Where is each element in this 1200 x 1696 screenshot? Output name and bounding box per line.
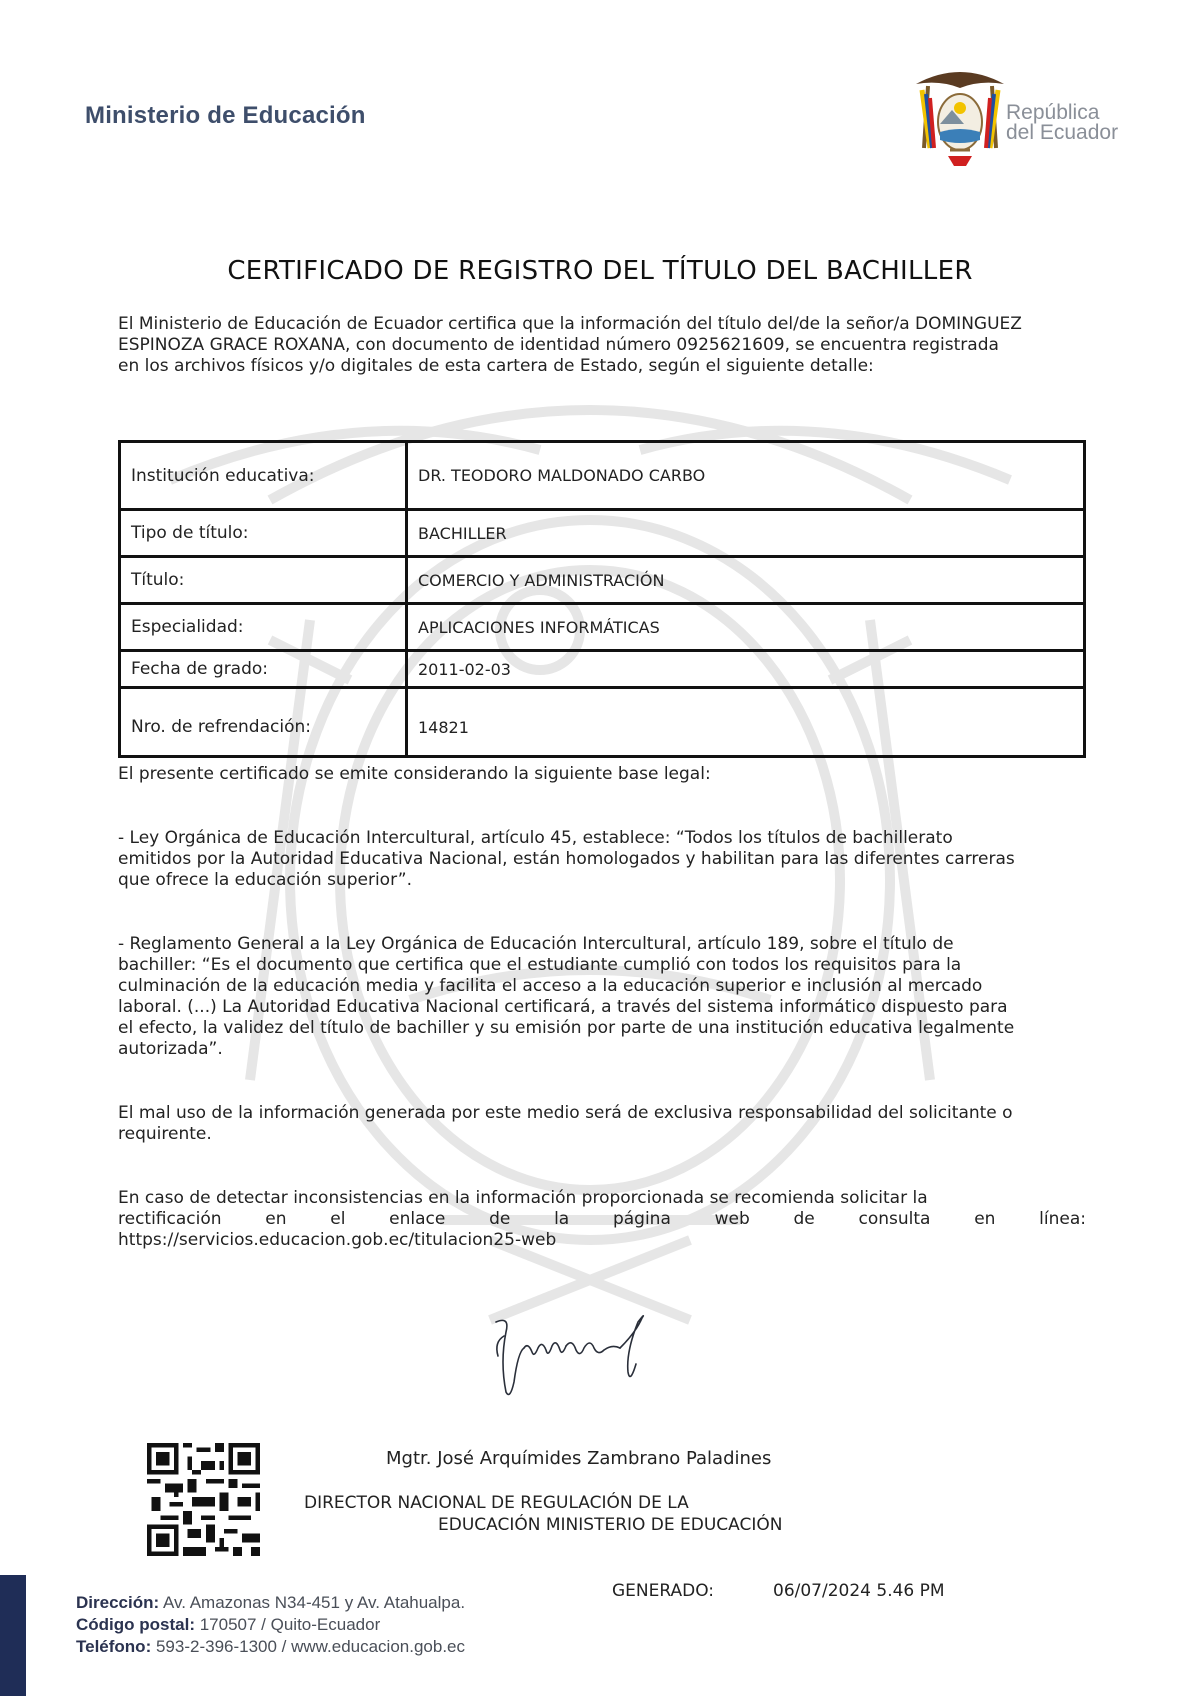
coat-of-arms-icon [910,66,1010,172]
law-line: que ofrece la educación superior”. [118,870,412,890]
intro-paragraph [118,314,1086,377]
detail-label: Especialidad: [120,604,407,651]
ministry-logo-text: Ministerio de Educación [85,102,366,129]
law-line: autorizada”. [118,1039,223,1059]
detail-value: APLICACIONES INFORMÁTICAS [407,604,1085,651]
footer-postal [76,1614,465,1636]
footer-phone [76,1636,465,1658]
intro-line: en los archivos físicos y/o digitales de esta cartera de Estado, según el siguiente detalle: [118,356,874,376]
signer-role-line2: EDUCACIÓN MINISTERIO DE EDUCACIÓN [438,1515,783,1535]
law-line: - Reglamento General a la Ley Orgánica de Educación Intercultural, artículo 189, sobre el título de [118,934,954,954]
postal-label: Código postal: [76,1615,195,1634]
law-line: bachiller: “Es el documento que certifica que el estudiante cumplió con todos los requisitos para la [118,955,962,975]
generated-timestamp: 06/07/2024 5.46 PM [773,1581,945,1601]
law-line: - Ley Orgánica de Educación Intercultural, artículo 45, establece: “Todos los títulos de bachillerato [118,828,953,848]
table-row [120,557,1085,604]
law-line: el efecto, la validez del título de bachiller y su emisión por parte de una institución educativa legalmente [118,1018,1015,1038]
footer-accent-bar [0,1575,26,1696]
legal-intro [118,764,1086,785]
detail-label: Nro. de refrendación: [120,688,407,757]
qr-code-icon [147,1443,260,1556]
table-row [120,688,1085,757]
detail-value: 2011-02-03 [407,651,1085,688]
footer-address [76,1592,465,1614]
inconsistency-line: En caso de detectar inconsistencias en la información proporcionada se recomienda solicitar la [118,1188,928,1208]
address-value: Av. Amazonas N34-451 y Av. Atahualpa. [162,1593,466,1612]
certificate-title: CERTIFICADO DE REGISTRO DEL TÍTULO DEL BACHILLER [227,256,973,286]
phone-label: Teléfono: [76,1637,152,1656]
handwritten-signature [476,1312,656,1402]
law-line: emitidos por la Autoridad Educativa Nacional, están homologados y habilitan para las diferentes carreras [118,849,1015,869]
detail-label: Fecha de grado: [120,651,407,688]
law-line: culminación de la educación media y facilita el acceso a la educación superior e inclusión al mercado [118,976,983,996]
detail-label: Título: [120,557,407,604]
republica-line1: República [1006,101,1100,124]
table-row [120,442,1085,510]
footer-contact [76,1592,465,1658]
detail-label: Institución educativa: [120,442,407,510]
phone-value: 593-2-396-1300 / www.educacion.gob.ec [155,1637,466,1656]
table-row [120,651,1085,688]
consulta-link[interactable]: https://servicios.educacion.gob.ec/titulacion25-web [118,1230,557,1250]
intro-line: ESPINOZA GRACE ROXANA, con documento de identidad número 0925621609, se encuentra registrada [118,335,999,355]
republica-logo-text [1006,103,1118,143]
law-189-paragraph [118,934,1086,1060]
detail-value: DR. TEODORO MALDONADO CARBO [407,442,1085,510]
generated-label: GENERADO: [612,1581,715,1601]
inconsistency-line: rectificación en el enlace de la página web de consulta en línea: [118,1209,1086,1229]
table-row [120,604,1085,651]
legal-intro-line: El presente certificado se emite considerando la siguiente base legal: [118,764,711,784]
address-label: Dirección: [76,1593,160,1612]
misuse-line: requirente. [118,1124,212,1144]
signer-role-line1: DIRECTOR NACIONAL DE REGULACIÓN DE LA [304,1493,689,1513]
republica-line2: del Ecuador [1006,121,1119,144]
signer-name: Mgtr. José Arquímides Zambrano Paladines [386,1448,772,1469]
detail-value: 14821 [407,688,1085,757]
misuse-line: El mal uso de la información generada por este medio será de exclusiva responsabilidad del solicitante o [118,1103,1013,1123]
detail-label: Tipo de título: [120,510,407,557]
misuse-paragraph [118,1103,1086,1145]
detail-value: BACHILLER [407,510,1085,557]
title-details-table [118,440,1086,758]
detail-value: COMERCIO Y ADMINISTRACIÓN [407,557,1085,604]
law-line: laboral. (...) La Autoridad Educativa Nacional certificará, a través del sistema informático dispuesto para [118,997,1008,1017]
table-row [120,510,1085,557]
intro-line: El Ministerio de Educación de Ecuador certifica que la información del título del/de la señor/a DOMINGUEZ [118,314,1022,334]
postal-value: 170507 / Quito-Ecuador [199,1615,381,1634]
law-45-paragraph [118,828,1086,891]
inconsistency-paragraph [118,1188,1086,1251]
